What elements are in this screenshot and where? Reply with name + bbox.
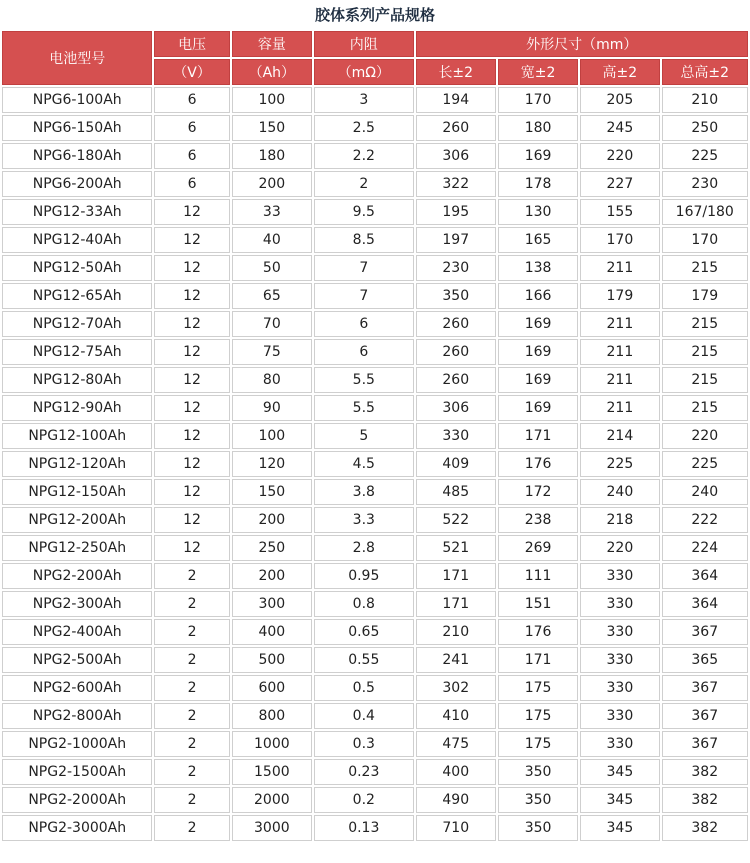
table-row <box>2 703 748 729</box>
cell-voltage: 2 <box>154 591 229 617</box>
cell-resistance: 2.5 <box>314 115 414 141</box>
cell-length: 260 <box>416 115 496 141</box>
table-row <box>2 787 748 813</box>
cell-total-height: 179 <box>662 283 748 309</box>
table-row <box>2 535 748 561</box>
cell-length: 260 <box>416 339 496 365</box>
cell-total-height: 365 <box>662 647 748 673</box>
page-title: 胶体系列产品规格 <box>314 6 435 24</box>
cell-height: 218 <box>580 507 659 533</box>
cell-capacity: 1500 <box>232 759 312 785</box>
cell-width: 151 <box>498 591 578 617</box>
cell-model: NPG12-200Ah <box>2 507 152 533</box>
table-row <box>2 255 748 281</box>
cell-height: 205 <box>580 87 659 113</box>
cell-resistance: 6 <box>314 311 414 337</box>
cell-width: 169 <box>498 339 578 365</box>
cell-total-height: 215 <box>662 255 748 281</box>
cell-model: NPG6-200Ah <box>2 171 152 197</box>
cell-resistance: 0.3 <box>314 731 414 757</box>
table-row <box>2 199 748 225</box>
cell-length: 710 <box>416 815 496 841</box>
cell-height: 330 <box>580 591 659 617</box>
cell-height: 220 <box>580 143 659 169</box>
cell-length: 171 <box>416 563 496 589</box>
cell-total-height: 367 <box>662 675 748 701</box>
cell-voltage: 2 <box>154 647 229 673</box>
cell-width: 171 <box>498 423 578 449</box>
header-height: 高±2 <box>580 59 659 85</box>
table-row <box>2 759 748 785</box>
cell-voltage: 6 <box>154 143 229 169</box>
cell-resistance: 0.65 <box>314 619 414 645</box>
cell-height: 330 <box>580 563 659 589</box>
header-resistance-unit: （mΩ） <box>314 59 414 85</box>
cell-width: 111 <box>498 563 578 589</box>
cell-width: 138 <box>498 255 578 281</box>
cell-voltage: 2 <box>154 619 229 645</box>
cell-model: NPG2-1000Ah <box>2 731 152 757</box>
cell-length: 241 <box>416 647 496 673</box>
cell-model: NPG12-80Ah <box>2 367 152 393</box>
table-row <box>2 283 748 309</box>
cell-width: 269 <box>498 535 578 561</box>
cell-width: 178 <box>498 171 578 197</box>
cell-capacity: 65 <box>232 283 312 309</box>
cell-total-height: 215 <box>662 395 748 421</box>
cell-length: 350 <box>416 283 496 309</box>
cell-width: 175 <box>498 731 578 757</box>
cell-model: NPG2-400Ah <box>2 619 152 645</box>
cell-voltage: 2 <box>154 731 229 757</box>
cell-capacity: 200 <box>232 171 312 197</box>
cell-voltage: 12 <box>154 199 229 225</box>
cell-capacity: 250 <box>232 535 312 561</box>
cell-total-height: 225 <box>662 143 748 169</box>
cell-capacity: 33 <box>232 199 312 225</box>
header-capacity-unit: （Ah） <box>232 59 312 85</box>
cell-voltage: 12 <box>154 507 229 533</box>
cell-voltage: 12 <box>154 283 229 309</box>
cell-resistance: 2 <box>314 171 414 197</box>
cell-voltage: 2 <box>154 675 229 701</box>
cell-voltage: 2 <box>154 759 229 785</box>
cell-total-height: 240 <box>662 479 748 505</box>
cell-model: NPG12-40Ah <box>2 227 152 253</box>
cell-height: 214 <box>580 423 659 449</box>
cell-width: 350 <box>498 759 578 785</box>
table-row <box>2 563 748 589</box>
cell-resistance: 5.5 <box>314 367 414 393</box>
header-model: 电池型号 <box>2 31 152 85</box>
cell-voltage: 12 <box>154 255 229 281</box>
cell-total-height: 367 <box>662 731 748 757</box>
cell-capacity: 3000 <box>232 815 312 841</box>
cell-voltage: 12 <box>154 395 229 421</box>
cell-length: 521 <box>416 535 496 561</box>
table-row <box>2 815 748 841</box>
cell-total-height: 250 <box>662 115 748 141</box>
table-row <box>2 87 748 113</box>
cell-total-height: 220 <box>662 423 748 449</box>
table-row <box>2 171 748 197</box>
cell-height: 179 <box>580 283 659 309</box>
cell-resistance: 0.13 <box>314 815 414 841</box>
cell-length: 171 <box>416 591 496 617</box>
cell-total-height: 167/180 <box>662 199 748 225</box>
cell-width: 169 <box>498 395 578 421</box>
cell-model: NPG2-800Ah <box>2 703 152 729</box>
cell-capacity: 400 <box>232 619 312 645</box>
cell-resistance: 0.95 <box>314 563 414 589</box>
cell-total-height: 364 <box>662 563 748 589</box>
cell-resistance: 3.3 <box>314 507 414 533</box>
table-row <box>2 367 748 393</box>
table-row <box>2 479 748 505</box>
cell-height: 227 <box>580 171 659 197</box>
cell-resistance: 0.4 <box>314 703 414 729</box>
cell-resistance: 5.5 <box>314 395 414 421</box>
cell-height: 330 <box>580 619 659 645</box>
cell-length: 306 <box>416 395 496 421</box>
cell-length: 400 <box>416 759 496 785</box>
cell-model: NPG2-2000Ah <box>2 787 152 813</box>
cell-resistance: 0.23 <box>314 759 414 785</box>
cell-total-height: 367 <box>662 619 748 645</box>
cell-width: 169 <box>498 311 578 337</box>
table-row <box>2 451 748 477</box>
header-dimensions: 外形尺寸（mm） <box>416 31 748 57</box>
cell-voltage: 12 <box>154 451 229 477</box>
cell-capacity: 1000 <box>232 731 312 757</box>
cell-height: 330 <box>580 703 659 729</box>
cell-width: 175 <box>498 675 578 701</box>
cell-model: NPG12-100Ah <box>2 423 152 449</box>
cell-length: 195 <box>416 199 496 225</box>
cell-capacity: 75 <box>232 339 312 365</box>
header-width: 宽±2 <box>498 59 578 85</box>
cell-length: 485 <box>416 479 496 505</box>
table-body <box>2 87 748 841</box>
cell-height: 211 <box>580 255 659 281</box>
cell-model: NPG12-75Ah <box>2 339 152 365</box>
cell-width: 238 <box>498 507 578 533</box>
table-header <box>2 31 748 85</box>
cell-capacity: 120 <box>232 451 312 477</box>
cell-model: NPG12-250Ah <box>2 535 152 561</box>
cell-capacity: 800 <box>232 703 312 729</box>
cell-voltage: 12 <box>154 367 229 393</box>
cell-total-height: 382 <box>662 815 748 841</box>
cell-length: 322 <box>416 171 496 197</box>
table-row <box>2 619 748 645</box>
header-resistance: 内阻 <box>314 31 414 57</box>
cell-voltage: 6 <box>154 115 229 141</box>
cell-voltage: 12 <box>154 339 229 365</box>
cell-total-height: 382 <box>662 787 748 813</box>
table-row <box>2 311 748 337</box>
cell-total-height: 170 <box>662 227 748 253</box>
cell-model: NPG6-180Ah <box>2 143 152 169</box>
cell-voltage: 2 <box>154 815 229 841</box>
cell-height: 211 <box>580 339 659 365</box>
cell-voltage: 2 <box>154 703 229 729</box>
cell-resistance: 6 <box>314 339 414 365</box>
cell-height: 170 <box>580 227 659 253</box>
cell-resistance: 0.55 <box>314 647 414 673</box>
cell-voltage: 6 <box>154 87 229 113</box>
table-row <box>2 423 748 449</box>
cell-resistance: 9.5 <box>314 199 414 225</box>
cell-capacity: 80 <box>232 367 312 393</box>
cell-width: 130 <box>498 199 578 225</box>
cell-model: NPG2-300Ah <box>2 591 152 617</box>
cell-length: 522 <box>416 507 496 533</box>
cell-total-height: 225 <box>662 451 748 477</box>
cell-model: NPG2-3000Ah <box>2 815 152 841</box>
cell-total-height: 215 <box>662 367 748 393</box>
cell-width: 176 <box>498 451 578 477</box>
cell-capacity: 50 <box>232 255 312 281</box>
cell-length: 409 <box>416 451 496 477</box>
cell-height: 330 <box>580 731 659 757</box>
cell-model: NPG12-150Ah <box>2 479 152 505</box>
cell-capacity: 100 <box>232 87 312 113</box>
cell-capacity: 150 <box>232 115 312 141</box>
cell-capacity: 180 <box>232 143 312 169</box>
cell-length: 197 <box>416 227 496 253</box>
cell-width: 350 <box>498 815 578 841</box>
table-row <box>2 143 748 169</box>
cell-height: 155 <box>580 199 659 225</box>
cell-height: 345 <box>580 815 659 841</box>
cell-width: 350 <box>498 787 578 813</box>
cell-width: 169 <box>498 143 578 169</box>
cell-length: 230 <box>416 255 496 281</box>
header-voltage-unit: （V） <box>154 59 229 85</box>
cell-model: NPG12-90Ah <box>2 395 152 421</box>
cell-resistance: 3.8 <box>314 479 414 505</box>
cell-height: 245 <box>580 115 659 141</box>
cell-height: 220 <box>580 535 659 561</box>
cell-capacity: 500 <box>232 647 312 673</box>
cell-height: 211 <box>580 311 659 337</box>
header-total-height: 总高±2 <box>662 59 748 85</box>
cell-height: 345 <box>580 787 659 813</box>
cell-total-height: 210 <box>662 87 748 113</box>
table-row <box>2 675 748 701</box>
cell-model: NPG12-65Ah <box>2 283 152 309</box>
cell-total-height: 382 <box>662 759 748 785</box>
cell-width: 175 <box>498 703 578 729</box>
cell-height: 225 <box>580 451 659 477</box>
cell-width: 171 <box>498 647 578 673</box>
cell-resistance: 5 <box>314 423 414 449</box>
cell-capacity: 300 <box>232 591 312 617</box>
header-voltage: 电压 <box>154 31 229 57</box>
cell-length: 260 <box>416 367 496 393</box>
cell-length: 306 <box>416 143 496 169</box>
cell-length: 194 <box>416 87 496 113</box>
cell-length: 475 <box>416 731 496 757</box>
cell-voltage: 12 <box>154 479 229 505</box>
cell-capacity: 90 <box>232 395 312 421</box>
cell-width: 180 <box>498 115 578 141</box>
cell-resistance: 2.8 <box>314 535 414 561</box>
cell-model: NPG12-33Ah <box>2 199 152 225</box>
cell-length: 260 <box>416 311 496 337</box>
cell-resistance: 7 <box>314 255 414 281</box>
cell-height: 330 <box>580 647 659 673</box>
cell-height: 240 <box>580 479 659 505</box>
cell-model: NPG2-1500Ah <box>2 759 152 785</box>
table-row <box>2 731 748 757</box>
cell-capacity: 2000 <box>232 787 312 813</box>
cell-height: 211 <box>580 367 659 393</box>
table-row <box>2 115 748 141</box>
table-row <box>2 339 748 365</box>
cell-voltage: 6 <box>154 171 229 197</box>
header-capacity: 容量 <box>232 31 312 57</box>
cell-voltage: 12 <box>154 423 229 449</box>
cell-height: 330 <box>580 675 659 701</box>
cell-model: NPG2-500Ah <box>2 647 152 673</box>
cell-model: NPG2-200Ah <box>2 563 152 589</box>
table-row <box>2 647 748 673</box>
cell-capacity: 70 <box>232 311 312 337</box>
cell-length: 210 <box>416 619 496 645</box>
cell-height: 345 <box>580 759 659 785</box>
cell-capacity: 40 <box>232 227 312 253</box>
cell-width: 169 <box>498 367 578 393</box>
cell-width: 172 <box>498 479 578 505</box>
cell-model: NPG6-100Ah <box>2 87 152 113</box>
cell-capacity: 600 <box>232 675 312 701</box>
table-row <box>2 227 748 253</box>
header-row-1 <box>2 31 748 57</box>
cell-resistance: 0.2 <box>314 787 414 813</box>
cell-resistance: 2.2 <box>314 143 414 169</box>
cell-voltage: 2 <box>154 787 229 813</box>
cell-resistance: 0.5 <box>314 675 414 701</box>
cell-width: 170 <box>498 87 578 113</box>
cell-total-height: 364 <box>662 591 748 617</box>
cell-height: 211 <box>580 395 659 421</box>
table-row <box>2 395 748 421</box>
cell-length: 490 <box>416 787 496 813</box>
spec-table <box>0 29 750 843</box>
cell-width: 166 <box>498 283 578 309</box>
cell-model: NPG12-120Ah <box>2 451 152 477</box>
cell-capacity: 150 <box>232 479 312 505</box>
cell-width: 165 <box>498 227 578 253</box>
cell-voltage: 12 <box>154 311 229 337</box>
cell-capacity: 100 <box>232 423 312 449</box>
cell-length: 330 <box>416 423 496 449</box>
cell-total-height: 230 <box>662 171 748 197</box>
cell-resistance: 8.5 <box>314 227 414 253</box>
header-length: 长±2 <box>416 59 496 85</box>
cell-model: NPG12-70Ah <box>2 311 152 337</box>
cell-length: 410 <box>416 703 496 729</box>
cell-width: 176 <box>498 619 578 645</box>
cell-total-height: 224 <box>662 535 748 561</box>
cell-voltage: 12 <box>154 227 229 253</box>
table-row <box>2 591 748 617</box>
cell-voltage: 2 <box>154 563 229 589</box>
cell-capacity: 200 <box>232 507 312 533</box>
cell-length: 302 <box>416 675 496 701</box>
cell-total-height: 215 <box>662 339 748 365</box>
cell-total-height: 367 <box>662 703 748 729</box>
cell-total-height: 215 <box>662 311 748 337</box>
cell-resistance: 3 <box>314 87 414 113</box>
table-row <box>2 507 748 533</box>
cell-total-height: 222 <box>662 507 748 533</box>
cell-resistance: 0.8 <box>314 591 414 617</box>
cell-model: NPG12-50Ah <box>2 255 152 281</box>
cell-resistance: 4.5 <box>314 451 414 477</box>
cell-voltage: 12 <box>154 535 229 561</box>
cell-model: NPG6-150Ah <box>2 115 152 141</box>
cell-resistance: 7 <box>314 283 414 309</box>
cell-model: NPG2-600Ah <box>2 675 152 701</box>
cell-capacity: 200 <box>232 563 312 589</box>
